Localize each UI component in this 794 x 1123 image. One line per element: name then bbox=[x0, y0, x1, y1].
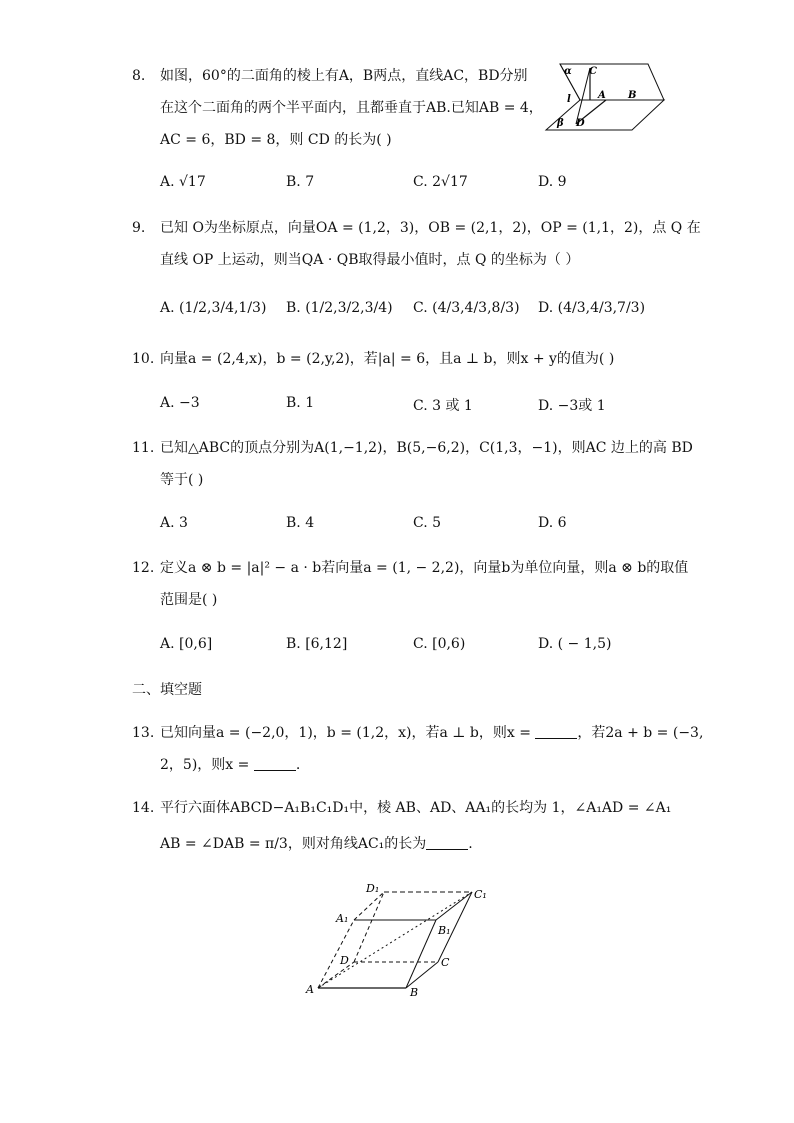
answer-blank[interactable] bbox=[254, 756, 296, 771]
label-C: C bbox=[441, 956, 450, 969]
question-13 bbox=[132, 717, 704, 781]
option-b[interactable]: B. 4 bbox=[286, 515, 315, 531]
label-A: A bbox=[306, 983, 314, 996]
question-12 bbox=[132, 552, 689, 616]
option-a[interactable]: A. [0,6] bbox=[160, 636, 213, 652]
option-d[interactable]: D. 6 bbox=[538, 515, 567, 531]
question-number: 9. bbox=[132, 220, 146, 236]
option-c[interactable]: C. [0,6) bbox=[413, 636, 466, 652]
option-a[interactable]: A. √17 bbox=[160, 174, 206, 190]
label-D1: D₁ bbox=[366, 882, 380, 895]
question-text-line: AC = 6，BD = 8，则 CD 的长为( ) bbox=[160, 132, 392, 148]
text-segment: AB = ∠DAB = π/3，则对角线AC₁的长为 bbox=[160, 836, 427, 852]
option-c[interactable]: C. 3 或 1 bbox=[413, 398, 473, 414]
question-number: 13. bbox=[132, 725, 155, 741]
answer-blank[interactable] bbox=[535, 724, 577, 739]
option-b[interactable]: B. [6,12] bbox=[286, 636, 348, 652]
text-segment: . bbox=[468, 836, 473, 852]
question-text-line: 直线 OP 上运动，则当QA · QB取得最小值时，点 Q 的坐标为（ ） bbox=[160, 252, 580, 268]
option-d[interactable]: D. 9 bbox=[538, 174, 567, 190]
question-text-line: 如图，60°的二面角的棱上有A，B两点，直线AC，BD分别 bbox=[160, 68, 528, 84]
question-text-line bbox=[160, 828, 670, 860]
question-10 bbox=[132, 343, 672, 375]
question-text-line: 在这个二面角的两个半平面内，且都垂直于AB.已知AB = 4， bbox=[160, 100, 543, 116]
label-B: B bbox=[410, 986, 419, 999]
label-D: D bbox=[340, 954, 349, 967]
label-B: B bbox=[628, 90, 637, 101]
options-q8 bbox=[160, 174, 680, 198]
option-a[interactable]: A. 3 bbox=[160, 515, 188, 531]
label-C1: C₁ bbox=[474, 888, 487, 901]
option-d[interactable]: D. (4/3,4/3,7/3) bbox=[538, 300, 646, 316]
question-text-line: 定义a ⊗ b = |a|² − a · b若向量a = (1, − 2,2)，向量b为单位向量，则a ⊗ b的取值 bbox=[160, 560, 689, 576]
label-B1: B₁ bbox=[438, 924, 451, 937]
option-b[interactable]: B. (1/2,3/2,3/4) bbox=[286, 300, 393, 316]
options-q12 bbox=[160, 636, 680, 660]
label-D: D bbox=[576, 118, 585, 129]
question-11 bbox=[132, 432, 693, 496]
option-c[interactable]: C. (4/3,4/3,8/3) bbox=[413, 300, 520, 316]
question-text-line: 范围是( ) bbox=[160, 592, 218, 608]
option-c[interactable]: C. 2√17 bbox=[413, 174, 468, 190]
section-title: 二、填空题 bbox=[132, 682, 202, 698]
options-q10 bbox=[160, 395, 680, 419]
question-text-line: 已知 O为坐标原点，向量OA = (1,2，3)，OB = (2,1，2)，OP = (1,1，2)，点 Q 在 bbox=[160, 220, 701, 236]
text-segment: ，若2a + b = (−3, bbox=[577, 725, 704, 741]
label-beta: β bbox=[557, 118, 564, 129]
question-number: 10. bbox=[132, 351, 155, 367]
options-q11 bbox=[160, 515, 680, 539]
question-number: 11. bbox=[132, 440, 155, 456]
text-segment: . bbox=[295, 757, 301, 773]
answer-blank[interactable] bbox=[426, 835, 468, 850]
label-A1: A₁ bbox=[336, 912, 349, 925]
parallelepiped-figure bbox=[300, 876, 500, 1000]
question-number: 12. bbox=[132, 560, 155, 576]
question-text-line: 等于( ) bbox=[160, 472, 204, 488]
option-d[interactable]: D. −3或 1 bbox=[538, 398, 606, 414]
option-a[interactable]: A. (1/2,3/4,1/3) bbox=[160, 300, 267, 316]
question-text-line: 平行六面体ABCD−A₁B₁C₁D₁中，棱 AB、AD、AA₁的长均为 1，∠A₁AD = ∠A₁ bbox=[160, 800, 672, 816]
label-A: A bbox=[598, 90, 606, 101]
label-alpha: α bbox=[564, 66, 572, 77]
option-a[interactable]: A. −3 bbox=[160, 395, 200, 411]
option-b[interactable]: B. 1 bbox=[286, 395, 315, 411]
question-text-line bbox=[160, 749, 670, 781]
option-c[interactable]: C. 5 bbox=[413, 515, 442, 531]
option-b[interactable]: B. 7 bbox=[286, 174, 315, 190]
label-C: C bbox=[589, 66, 597, 77]
text-segment: 2，5)，则x = bbox=[160, 757, 254, 773]
question-number: 14. bbox=[132, 800, 155, 816]
label-l: l bbox=[567, 94, 571, 105]
text-segment: 已知向量a = (−2,0，1)，b = (1,2，x)，若a ⊥ b，则x = bbox=[160, 725, 536, 741]
question-number: 8. bbox=[132, 68, 146, 84]
dihedral-angle-figure bbox=[540, 58, 666, 136]
question-9 bbox=[132, 212, 701, 276]
options-q9 bbox=[160, 300, 680, 324]
question-14 bbox=[132, 792, 672, 862]
question-text-line bbox=[160, 717, 704, 749]
question-text-line: 向量a = (2,4,x)，b = (2,y,2)，若|a| = 6，且a ⊥ b，则x + y的值为( ) bbox=[160, 351, 615, 367]
option-d[interactable]: D. ( − 1,5) bbox=[538, 636, 612, 652]
question-text-line: 已知△ABC的顶点分别为A(1,−1,2)，B(5,−6,2)，C(1,3，−1)，则AC 边上的高 BD bbox=[160, 440, 693, 456]
